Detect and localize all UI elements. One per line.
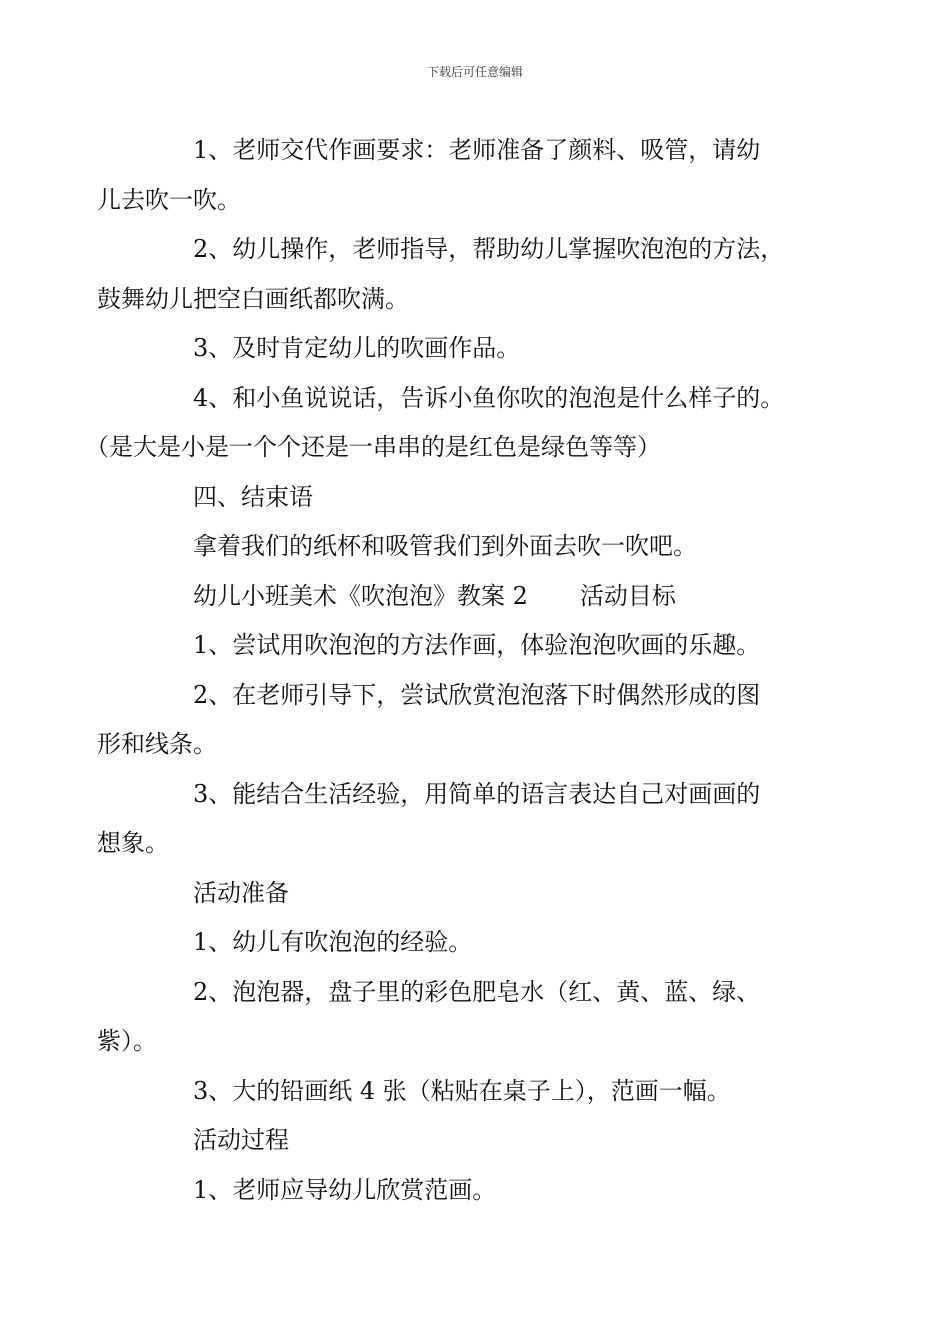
preparation-3: 3、大的铅画纸 4 张（粘贴在桌子上），范画一幅。 [193, 1076, 731, 1105]
paragraph-1-line-1: 1、老师交代作画要求：老师准备了颜料、吸管，请幼 [193, 136, 761, 164]
section-heading-conclusion: 四、结束语 [193, 482, 313, 511]
goal-1: 1、尝试用吹泡泡的方法作画，体验泡泡吹画的乐趣。 [193, 631, 761, 659]
preparation-1: 1、幼儿有吹泡泡的经验。 [193, 928, 473, 956]
goal-2-line-2: 形和线条。 [97, 730, 217, 758]
paragraph-4 [85, 374, 825, 473]
preparation-2 [97, 968, 825, 1067]
lesson-title-2-text: 幼儿小班美术《吹泡泡》教案 2 [193, 581, 528, 610]
preparation-2-line-1: 2、泡泡器，盘子里的彩色肥皂水（红、黄、蓝、绿、 [193, 977, 761, 1006]
paragraph-4-line-1: 4、和小鱼说说话，告诉小鱼你吹的泡泡是什么样子的。 [193, 383, 785, 412]
preparation-2-line-2: 紫）。 [97, 1027, 157, 1055]
paragraph-1 [97, 126, 825, 225]
goal-2 [97, 671, 825, 770]
goal-3 [97, 770, 825, 869]
paragraph-4-line-2: （是大是小是一个个还是一串串的是红色是绿色等等） [85, 433, 661, 461]
section-heading-process: 活动过程 [193, 1126, 289, 1154]
paragraph-2 [97, 225, 825, 324]
lesson-title-2 [145, 572, 825, 622]
process-1: 1、老师应导幼儿欣赏范画。 [193, 1175, 497, 1204]
paragraph-3: 3、及时肯定幼儿的吹画作品。 [193, 334, 521, 362]
section-heading-preparation: 活动准备 [193, 878, 289, 907]
paragraph-conclusion: 拿着我们的纸杯和吸管我们到外面去吹一吹吧。 [193, 532, 697, 560]
goal-2-line-1: 2、在老师引导下，尝试欣赏泡泡落下时偶然形成的图 [193, 680, 761, 709]
page-header: 下载后可任意编辑 [426, 65, 523, 79]
goal-3-line-2: 想象。 [97, 829, 169, 857]
document-body [85, 126, 825, 1215]
paragraph-2-line-1: 2、幼儿操作，老师指导，帮助幼儿掌握吹泡泡的方法， [193, 235, 785, 263]
goal-3-line-1: 3、能结合生活经验，用简单的语言表达自己对画画的 [193, 779, 761, 808]
section-heading-goals: 活动目标 [579, 581, 676, 610]
paragraph-2-line-2: 鼓舞幼儿把空白画纸都吹满。 [97, 284, 409, 313]
paragraph-1-line-2: 儿去吹一吹。 [97, 185, 241, 214]
